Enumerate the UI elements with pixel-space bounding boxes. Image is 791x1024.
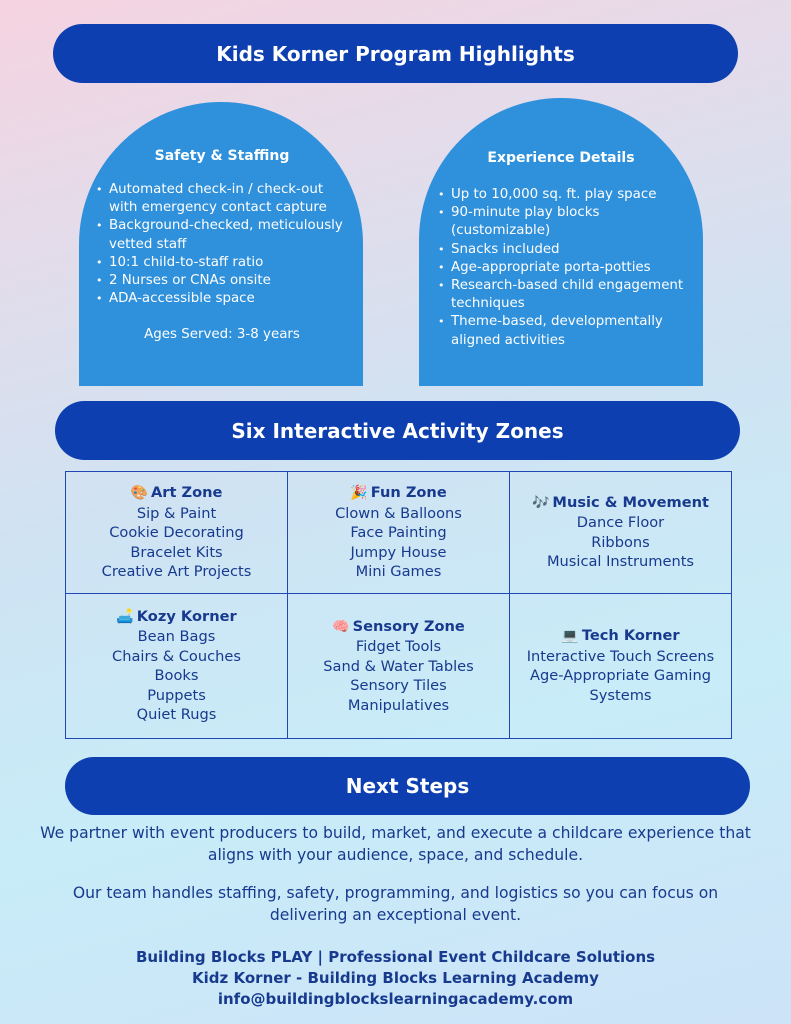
zone-title: Sensory Zone — [352, 617, 465, 635]
list-item: • Snacks included — [437, 241, 697, 259]
zone-item: Jumpy House — [350, 543, 447, 561]
zone-title: Music & Movement — [552, 493, 709, 511]
palette-icon: 🎨 — [130, 485, 148, 502]
music-notes-icon: 🎶 — [531, 494, 550, 511]
zone-item: Chairs & Couches — [112, 647, 241, 665]
safety-list — [95, 181, 349, 308]
list-item: • Theme-based, developmentally aligned activities — [437, 313, 697, 349]
ages-served: Ages Served: 3-8 years — [144, 327, 300, 343]
party-popper-icon: 🎉 — [350, 485, 368, 502]
zone-item: Age-Appropriate Gaming Systems — [530, 667, 711, 704]
zone-item: Clown & Balloons — [335, 504, 462, 522]
zone-item: Bracelet Kits — [130, 543, 223, 561]
zones-header — [55, 401, 740, 460]
zone-item: Interactive Touch Screens — [526, 647, 715, 665]
zone-cell-sensory — [288, 593, 510, 738]
brain-icon: 🧠 — [332, 618, 350, 635]
zone-item: Musical Instruments — [546, 553, 695, 571]
zone-item: Mini Games — [355, 563, 442, 581]
zone-cell-kozy — [66, 593, 288, 738]
zone-item: Dance Floor — [576, 514, 665, 532]
zone-item: Ribbons — [591, 533, 650, 551]
zone-item: Puppets — [147, 686, 206, 704]
list-item: • Up to 10,000 sq. ft. play space — [437, 186, 697, 204]
experience-list — [437, 186, 697, 350]
list-item: • 10:1 child-to-staff ratio — [95, 254, 349, 272]
highlights-header — [53, 24, 738, 83]
zone-cell-art — [66, 472, 288, 594]
zones-title: Six Interactive Activity Zones — [231, 418, 564, 443]
safety-title: Safety & Staffing — [154, 148, 290, 164]
safety-staffing-panel — [79, 102, 363, 386]
list-item: • 2 Nurses or CNAs onsite — [95, 272, 349, 290]
zone-item: Cookie Decorating — [109, 524, 244, 542]
zone-item: Manipulatives — [347, 696, 450, 714]
experience-title: Experience Details — [487, 150, 635, 166]
zone-item: Books — [154, 667, 199, 685]
activity-zones-grid — [65, 471, 732, 739]
zone-item: Face Painting — [350, 524, 447, 542]
zone-item: Sensory Tiles — [350, 677, 447, 695]
zone-cell-music — [510, 472, 732, 594]
zone-cell-tech — [510, 593, 732, 738]
zone-cell-fun — [288, 472, 510, 594]
laptop-icon: 💻 — [561, 628, 579, 645]
next-steps-paragraph-2: Our team handles staffing, safety, programming, and logistics so you can focus on delivering an exceptional event. — [72, 884, 719, 924]
zone-title: Kozy Korner — [136, 607, 237, 625]
zone-title: Fun Zone — [370, 484, 447, 502]
next-steps-header — [65, 757, 750, 815]
zone-item: Sip & Paint — [136, 504, 217, 522]
zone-title: Art Zone — [150, 484, 223, 502]
zone-item: Fidget Tools — [355, 638, 442, 656]
list-item: • Background-checked, meticulously vetted staff — [95, 217, 349, 253]
footer-tagline: Building Blocks PLAY | Professional Event Childcare Solutions — [135, 948, 656, 966]
zone-item: Sand & Water Tables — [323, 657, 474, 675]
list-item: • Age-appropriate porta-potties — [437, 259, 697, 277]
zone-title: Tech Korner — [581, 627, 680, 645]
next-steps-paragraph-1: We partner with event producers to build, market, and execute a childcare experience that aligns with your audience, space, and schedule. — [40, 824, 751, 864]
footer-academy-link[interactable]: Kidz Korner - Building Blocks Learning Academy — [192, 969, 599, 987]
list-item: • 90-minute play blocks (customizable) — [437, 204, 697, 240]
zone-item: Quiet Rugs — [136, 706, 217, 724]
experience-details-panel — [419, 98, 703, 386]
footer-email-link[interactable]: info@buildingblockslearningacademy.com — [217, 990, 574, 1008]
list-item: • Automated check-in / check-out with emergency contact capture — [95, 181, 349, 217]
couch-icon: 🛋️ — [116, 608, 134, 625]
list-item: • ADA-accessible space — [95, 290, 349, 308]
list-item: • Research-based child engagement techniques — [437, 277, 697, 313]
zone-item: Bean Bags — [137, 628, 216, 646]
highlights-title: Kids Korner Program Highlights — [216, 41, 575, 66]
next-steps-title: Next Steps — [345, 774, 470, 798]
zone-item: Creative Art Projects — [101, 563, 252, 581]
